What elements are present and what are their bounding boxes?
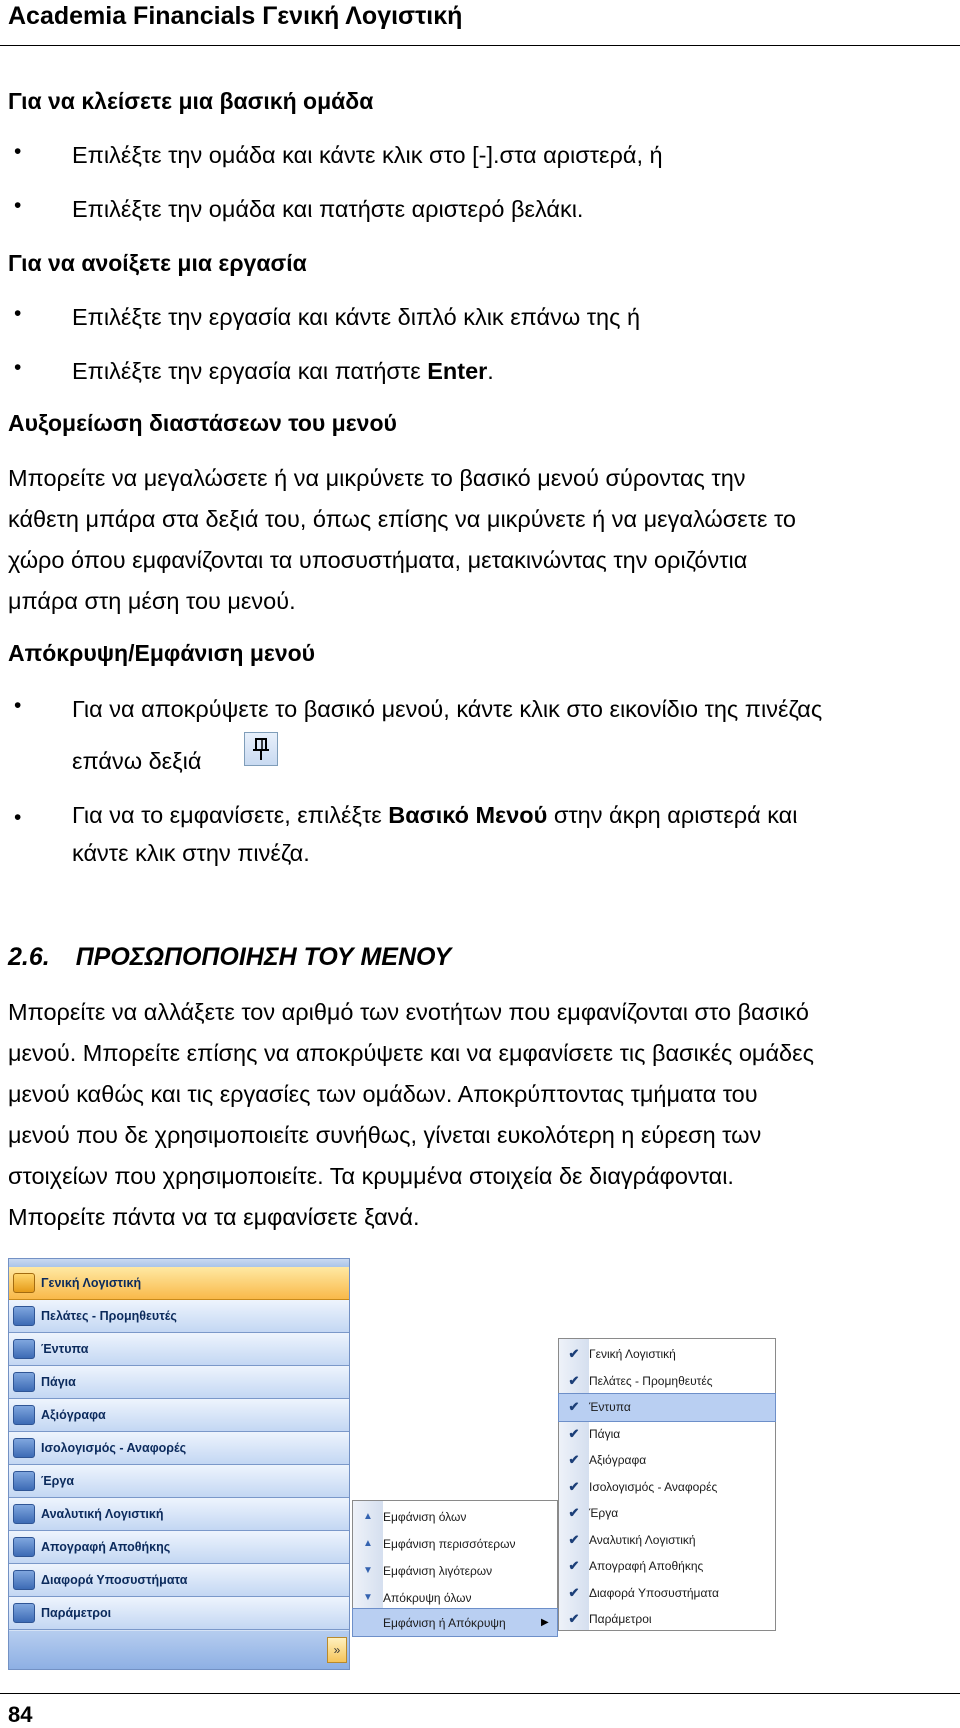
menu-show-fewer[interactable]: ▼ Εμφάνιση λιγότερων bbox=[353, 1557, 557, 1584]
menu-item-general-ledger[interactable]: Γενική Λογιστική bbox=[9, 1267, 349, 1300]
folder-icon bbox=[13, 1273, 35, 1293]
resize-line: χώρο όπου εμφανίζονται τα υποσυστήματα, μετακινώντας την οριζόντια bbox=[8, 547, 748, 573]
hide-show-bullet-2-suffix: στην άκρη αριστερά και bbox=[547, 802, 798, 828]
checkmark-icon: ✔ bbox=[568, 1425, 580, 1441]
submenu-item[interactable]: ✔ Γενική Λογιστική bbox=[559, 1341, 775, 1368]
arrow-up-icon: ▲ bbox=[363, 1511, 373, 1522]
open-task-bullet-2-prefix: Επιλέξτε την εργασία και πατήστε bbox=[72, 358, 428, 384]
section-paragraph bbox=[8, 992, 953, 1238]
section-title: ΠΡΟΣΩΠΟΠΟΙΗΣΗ ΤΟΥ ΜΕΝΟΥ bbox=[75, 943, 452, 971]
hide-show-bullet-1-line-1: Για να αποκρύψετε το βασικό μενού, κάντε κλικ στο εικονίδιο της πινέζας bbox=[72, 696, 823, 722]
checkmark-icon: ✔ bbox=[568, 1558, 580, 1574]
checkmark-icon: ✔ bbox=[568, 1399, 580, 1415]
resize-line: μπάρα στη μέση του μενού. bbox=[8, 588, 296, 614]
submenu-item[interactable]: ✔ Έντυπα bbox=[559, 1394, 775, 1421]
menu-hide-all[interactable]: ▼ Απόκρυψη όλων bbox=[353, 1584, 557, 1611]
menu-overflow-button[interactable] bbox=[327, 1637, 347, 1663]
people-icon bbox=[13, 1306, 35, 1326]
menu-show-all[interactable]: ▲ Εμφάνιση όλων bbox=[353, 1503, 557, 1530]
checkmark-icon: ✔ bbox=[568, 1611, 580, 1627]
bullet-icon: • bbox=[14, 140, 22, 163]
footer-rule bbox=[0, 1693, 960, 1694]
resize-heading: Αυξομείωση διαστάσεων του μενού bbox=[8, 410, 397, 436]
arrow-down-icon: ▼ bbox=[363, 1592, 373, 1603]
report-icon bbox=[13, 1438, 35, 1458]
submenu-item[interactable]: ✔ Πελάτες - Προμηθευτές bbox=[559, 1368, 775, 1395]
menu-item-parameters[interactable]: Παράμετροι bbox=[9, 1597, 349, 1630]
hide-show-bullet-2-line-2: κάντε κλικ στην πινέζα. bbox=[72, 840, 310, 866]
document-icon bbox=[13, 1339, 35, 1359]
arrow-up-icon: ▲ bbox=[363, 1538, 373, 1549]
section-number: 2.6. bbox=[8, 943, 50, 971]
submenu-item[interactable]: ✔ Αναλυτική Λογιστική bbox=[559, 1527, 775, 1554]
configure-buttons-menu bbox=[352, 1500, 558, 1636]
section-line: Μπορείτε να αλλάξετε τον αριθμό των ενοτήτων που εμφανίζονται στο βασικό bbox=[8, 999, 809, 1025]
navigation-menu-panel bbox=[8, 1258, 350, 1670]
submenu-item[interactable]: ✔ Παράμετροι bbox=[559, 1606, 775, 1633]
basic-menu-label: Βασικό Μενού bbox=[388, 802, 548, 828]
checkmark-icon: ✔ bbox=[568, 1372, 580, 1388]
menu-overflow-bar bbox=[9, 1631, 349, 1669]
submenu-item[interactable]: ✔ Διαφορά Υποσυστήματα bbox=[559, 1580, 775, 1607]
submenu-item[interactable]: ✔ Απογραφή Αποθήκης bbox=[559, 1553, 775, 1580]
menu-item-projects[interactable]: Έργα bbox=[9, 1465, 349, 1498]
close-group-heading: Για να κλείσετε μια βασική ομάδα bbox=[8, 88, 374, 114]
checkmark-icon: ✔ bbox=[568, 1346, 580, 1362]
chart-icon bbox=[13, 1504, 35, 1524]
open-task-bullet-2-suffix: . bbox=[487, 358, 494, 384]
hide-show-bullet-2-line-1 bbox=[72, 796, 952, 834]
close-group-bullet-2: Επιλέξτε την ομάδα και πατήστε αριστερό βελάκι. bbox=[72, 196, 584, 222]
menu-item-securities[interactable]: Αξιόγραφα bbox=[9, 1399, 349, 1432]
resize-paragraph bbox=[8, 458, 953, 622]
menu-show-or-hide[interactable]: Εμφάνιση ή Απόκρυψη ▶ bbox=[353, 1609, 557, 1636]
hide-show-bullet-2 bbox=[72, 796, 952, 872]
open-task-bullet-1: Επιλέξτε την εργασία και κάντε διπλό κλικ επάνω της ή bbox=[72, 304, 641, 330]
arrow-down-icon: ▼ bbox=[363, 1565, 373, 1576]
menu-item-balance-reports[interactable]: Ισολογισμός - Αναφορές bbox=[9, 1432, 349, 1465]
checkmark-icon: ✔ bbox=[568, 1584, 580, 1600]
show-hide-submenu bbox=[558, 1338, 776, 1631]
section-line: μενού καθώς και τις εργασίες των ομάδων. Αποκρύπτοντας τμήματα του bbox=[8, 1081, 758, 1107]
submenu-item[interactable]: ✔ Έργα bbox=[559, 1500, 775, 1527]
open-task-heading: Για να ανοίξετε μια εργασία bbox=[8, 250, 307, 276]
section-heading bbox=[8, 943, 451, 972]
header-rule bbox=[0, 45, 960, 46]
hide-show-bullet-1-line-2: επάνω δεξιά bbox=[72, 748, 202, 774]
menu-show-more[interactable]: ▲ Εμφάνιση περισσότερων bbox=[353, 1530, 557, 1557]
checkmark-icon: ✔ bbox=[568, 1478, 580, 1494]
menu-item-customers-suppliers[interactable]: Πελάτες - Προμηθευτές bbox=[9, 1300, 349, 1333]
bullet-icon: • bbox=[14, 302, 22, 325]
page-header-title: Academia Financials Γενική Λογιστική bbox=[8, 2, 463, 30]
warehouse-icon bbox=[13, 1537, 35, 1557]
section-line: Μπορείτε πάντα να τα εμφανίσετε ξανά. bbox=[8, 1204, 420, 1230]
section-line: μενού που δε χρησιμοποιείτε συνήθως, γίνεται ευκολότερη η εύρεση των bbox=[8, 1122, 762, 1148]
checkmark-icon: ✔ bbox=[568, 1452, 580, 1468]
resize-line: κάθετη μπάρα στα δεξιά του, όπως επίσης να μικρύνετε ή να μεγαλώσετε το bbox=[8, 506, 796, 532]
section-line: στοιχείων που χρησιμοποιείτε. Τα κρυμμένα στοιχεία δε διαγράφονται. bbox=[8, 1163, 734, 1189]
menu-item-forms[interactable]: Έντυπα bbox=[9, 1333, 349, 1366]
menu-item-fixed-assets[interactable]: Πάγια bbox=[9, 1366, 349, 1399]
bullet-icon: • bbox=[14, 806, 22, 829]
page-number: 84 bbox=[8, 1702, 33, 1727]
menu-splitter-grip[interactable] bbox=[9, 1259, 349, 1267]
close-group-bullet-1: Επιλέξτε την ομάδα και κάντε κλικ στο [-].στα αριστερά, ή bbox=[72, 142, 663, 168]
enter-key-label: Enter bbox=[427, 358, 488, 384]
gear-icon bbox=[13, 1603, 35, 1623]
cheque-icon bbox=[13, 1405, 35, 1425]
menu-item-inventory[interactable]: Απογραφή Αποθήκης bbox=[9, 1531, 349, 1564]
hide-show-bullet-2-prefix: Για να το εμφανίσετε, επιλέξτε bbox=[72, 802, 389, 828]
checkmark-icon: ✔ bbox=[568, 1505, 580, 1521]
menu-item-cost-accounting[interactable]: Αναλυτική Λογιστική bbox=[9, 1498, 349, 1531]
section-line: μενού. Μπορείτε επίσης να αποκρύψετε και να εμφανίσετε τις βασικές ομάδες bbox=[8, 1040, 814, 1066]
asset-icon bbox=[13, 1372, 35, 1392]
bullet-icon: • bbox=[14, 356, 22, 379]
checkmark-icon: ✔ bbox=[568, 1531, 580, 1547]
pin-icon bbox=[244, 732, 278, 766]
hide-show-heading: Απόκρυψη/Εμφάνιση μενού bbox=[8, 640, 316, 666]
open-task-bullet-2 bbox=[72, 352, 952, 390]
resize-line: Μπορείτε να μεγαλώσετε ή να μικρύνετε το βασικό μενού σύροντας την bbox=[8, 465, 746, 491]
bullet-icon: • bbox=[14, 694, 22, 717]
submenu-item[interactable]: ✔ Αξιόγραφα bbox=[559, 1447, 775, 1474]
chevron-down-icon: » bbox=[333, 1643, 341, 1657]
submenu-item[interactable]: ✔ Ισολογισμός - Αναφορές bbox=[559, 1474, 775, 1501]
project-icon bbox=[13, 1471, 35, 1491]
modules-icon bbox=[13, 1570, 35, 1590]
bullet-icon: • bbox=[14, 194, 22, 217]
submenu-item[interactable]: ✔ Πάγια bbox=[559, 1421, 775, 1448]
submenu-arrow-icon: ▶ bbox=[541, 1617, 549, 1628]
menu-item-other-subsystems[interactable]: Διαφορά Υποσυστήματα bbox=[9, 1564, 349, 1597]
